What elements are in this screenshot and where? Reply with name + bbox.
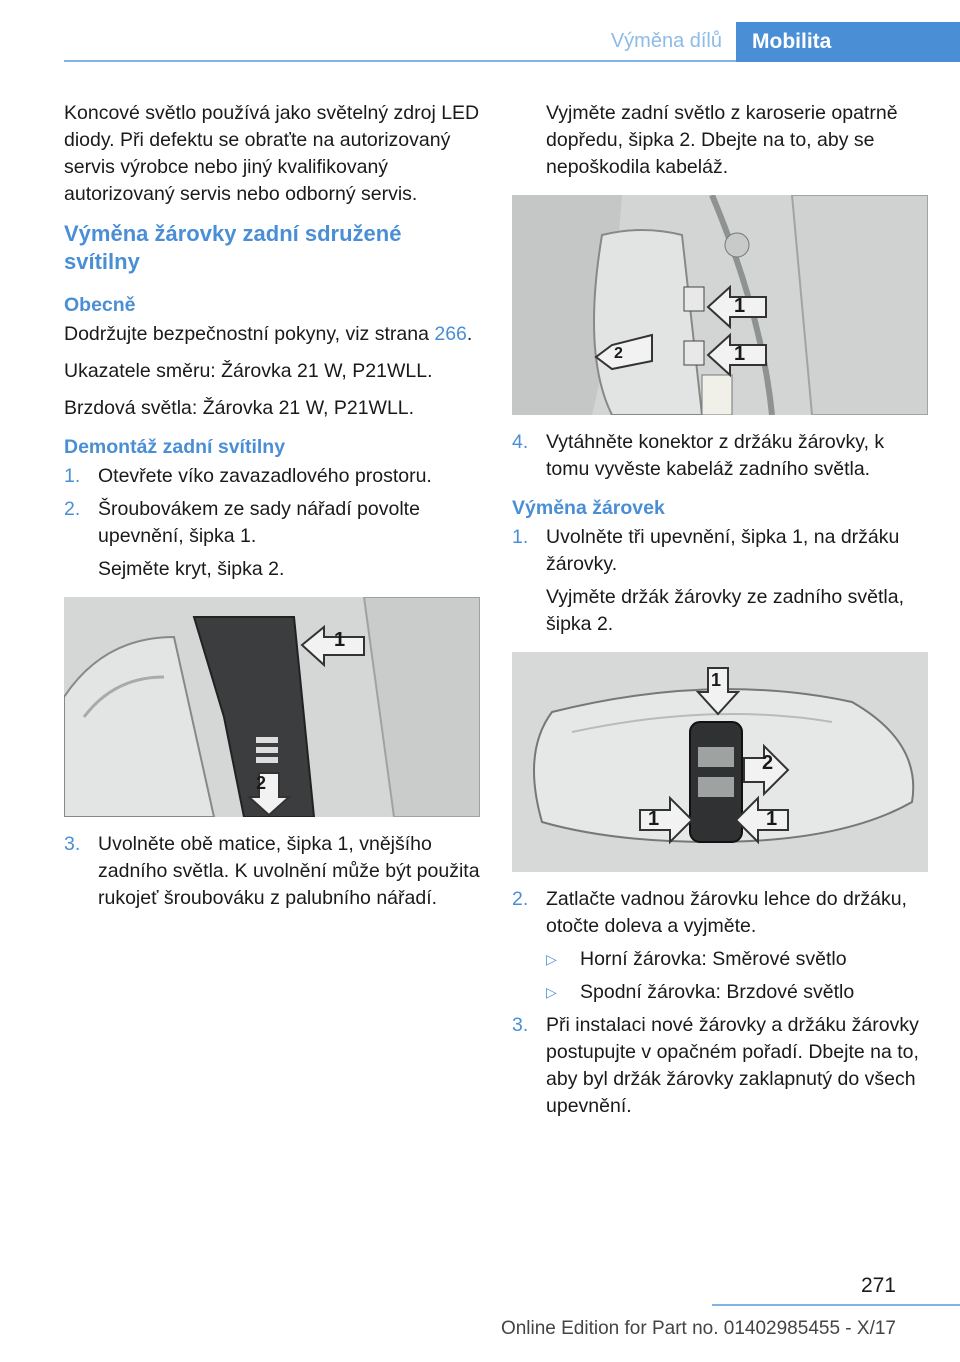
bullet-text: Spodní žárovka: Brzdové světlo bbox=[580, 981, 855, 1003]
step-substep: Vyjměte držák žárovky ze zadního světla, šipka 2. bbox=[546, 586, 905, 635]
continued-paragraph: Vyjměte zadní světlo z karoserie opatrně dopředu, šipka 2. Dbejte na to, aby se nepoškodila kabeláž. bbox=[546, 102, 898, 178]
triangle-bullet-icon: ▷ bbox=[546, 984, 557, 1000]
arrow-label: 1 bbox=[648, 808, 660, 830]
step-number: 4. bbox=[512, 431, 529, 453]
figure-light-removal bbox=[512, 195, 928, 415]
figure-cover-removal-illustration bbox=[64, 597, 480, 817]
arrow-label: 2 bbox=[256, 773, 267, 793]
footer-rule bbox=[712, 1304, 960, 1306]
header-section-title: Výměna dílů bbox=[610, 30, 722, 52]
indicator-bulb-spec: Ukazatele směru: Žárovka 21 W, P21WLL. bbox=[64, 360, 433, 382]
arrow-label: 1 bbox=[711, 670, 722, 690]
header-chapter-tab: Mobilita bbox=[736, 22, 960, 62]
step-text: Zatlačte vadnou žárovku lehce do držáku, otočte doleva a vyjměte. bbox=[546, 888, 907, 937]
safety-page-link[interactable]: 266 bbox=[434, 323, 467, 345]
triangle-bullet-icon: ▷ bbox=[546, 951, 557, 967]
step-number: 3. bbox=[64, 833, 81, 855]
safety-note bbox=[64, 321, 480, 348]
arrow-label: 2 bbox=[762, 752, 774, 774]
step-item bbox=[512, 886, 928, 940]
step-item bbox=[512, 524, 928, 578]
figure-light-removal-illustration bbox=[512, 195, 928, 415]
arrow-label: 1 bbox=[734, 343, 746, 365]
step-text: Uvolněte obě matice, šipka 1, vnějšího zadního světla. K uvolnění může být použita rukojeť šroubováku z palubního nářadí. bbox=[98, 833, 480, 909]
right-column bbox=[512, 100, 928, 1126]
arrow-label: 1 bbox=[334, 629, 346, 651]
section-heading: Výměna žárovky zadní sdružené svítilny bbox=[64, 221, 402, 274]
step-number: 2. bbox=[64, 498, 81, 520]
figure-bulb-holder bbox=[512, 652, 928, 872]
intro-paragraph: Koncové světlo používá jako světelný zdroj LED diody. Při defektu se obraťte na autorizovaný servis výrobce nebo jiný kvalifikovaný autorizovaný servis nebo odborný servis. bbox=[64, 102, 480, 205]
step-number: 3. bbox=[512, 1014, 529, 1036]
step-item bbox=[512, 1012, 928, 1120]
bullet-item bbox=[546, 979, 928, 1006]
subheading-removal: Demontáž zadní svítilny bbox=[64, 436, 286, 458]
edition-footer: Online Edition for Part no. 01402985455 - X/17 bbox=[500, 1318, 896, 1339]
brake-bulb-spec: Brzdová světla: Žárovka 21 W, P21WLL. bbox=[64, 397, 415, 419]
page-number: 271 bbox=[860, 1274, 896, 1297]
safety-note-end: . bbox=[466, 323, 473, 345]
subheading-bulb-replacement: Výměna žárovek bbox=[512, 497, 665, 519]
step-text: Šroubovákem ze sady nářadí povolte upevnění, šipka 1. bbox=[98, 498, 420, 547]
step-text: Při instalaci nové žárovky a držáku žárovky postupujte v opačném pořadí. Dbejte na to, aby byl držák žárovky zaklapnutý do všech upevnění. bbox=[546, 1014, 919, 1117]
arrow-label: 1 bbox=[766, 808, 778, 830]
step-item bbox=[64, 463, 480, 490]
step-substep: Sejměte kryt, šipka 2. bbox=[98, 558, 285, 580]
step-number: 1. bbox=[64, 465, 81, 487]
safety-note-text: Dodržujte bezpečnostní pokyny, viz strana bbox=[64, 323, 435, 345]
step-text: Otevřete víko zavazadlového prostoru. bbox=[98, 465, 432, 487]
left-column bbox=[64, 100, 480, 918]
step-text: Vytáhněte konektor z držáku žárovky, k tomu vyvěste kabeláž zadního světla. bbox=[546, 431, 885, 480]
step-number: 2. bbox=[512, 888, 529, 910]
step-item bbox=[64, 496, 480, 550]
step-item bbox=[64, 831, 480, 912]
bullet-item bbox=[546, 946, 928, 973]
step-text: Uvolněte tři upevnění, šipka 1, na držáku žárovky. bbox=[546, 526, 900, 575]
bullet-text: Horní žárovka: Směrové světlo bbox=[580, 948, 847, 970]
arrow-label: 2 bbox=[614, 345, 623, 362]
arrow-label: 1 bbox=[734, 295, 746, 317]
figure-cover-removal bbox=[64, 597, 480, 817]
step-item bbox=[512, 429, 928, 483]
subheading-general: Obecně bbox=[64, 294, 136, 316]
step-number: 1. bbox=[512, 526, 529, 548]
